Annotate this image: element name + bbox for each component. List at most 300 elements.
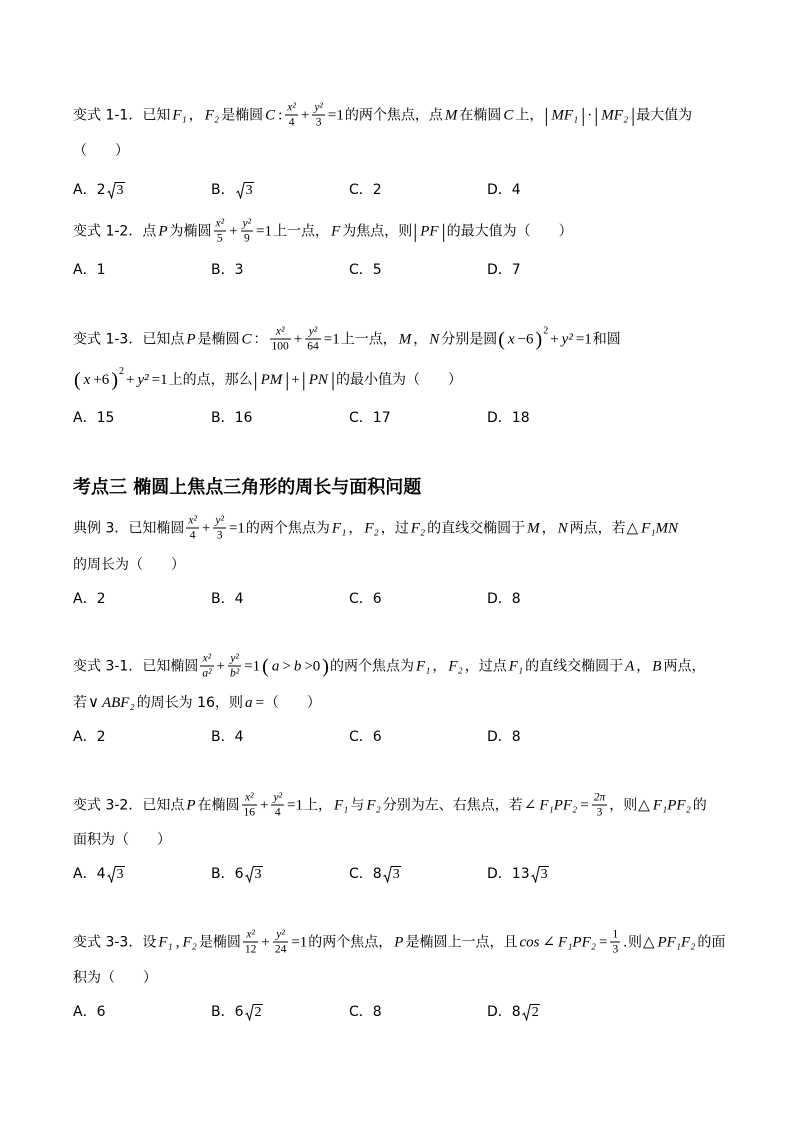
math-variable: P bbox=[186, 797, 196, 813]
text-run: 2 bbox=[96, 729, 106, 745]
math-variable: PM bbox=[260, 372, 283, 388]
fraction-numerator: y² bbox=[242, 217, 252, 230]
fraction-numerator: 2π bbox=[593, 791, 606, 804]
option-label: A． bbox=[73, 1004, 97, 1020]
fraction bbox=[312, 102, 325, 129]
option-label: B． bbox=[211, 410, 235, 426]
option-label: D． bbox=[487, 262, 512, 278]
math-variable: M bbox=[527, 520, 540, 536]
text-run: ， bbox=[636, 658, 651, 674]
option-a bbox=[73, 589, 106, 609]
option-c bbox=[349, 408, 391, 428]
math-delimiter: | bbox=[285, 369, 290, 391]
fraction bbox=[273, 929, 289, 956]
problem-stem-line bbox=[73, 218, 573, 245]
text-run: 6 bbox=[234, 866, 244, 882]
text-run: 典例 3．已知椭圆 bbox=[73, 520, 185, 536]
radicand: 2 bbox=[531, 1004, 539, 1020]
math-variable: x bbox=[83, 372, 91, 388]
text-run: 的两个焦点为 bbox=[329, 658, 414, 674]
radicand: 3 bbox=[245, 182, 253, 198]
text-run: ： bbox=[253, 331, 268, 347]
math-variable: P bbox=[394, 934, 404, 950]
math-variable: F₁ bbox=[172, 107, 187, 123]
text-run: 2 bbox=[96, 182, 106, 198]
fraction-denominator: 100 bbox=[271, 340, 289, 353]
math-symbol: + bbox=[201, 520, 211, 536]
radical-sign bbox=[383, 866, 392, 883]
option-value bbox=[235, 182, 254, 199]
text-run: 上一点， bbox=[273, 223, 330, 239]
fraction-numerator: x² bbox=[287, 101, 296, 114]
fraction-denominator: 4 bbox=[274, 806, 281, 819]
option-d bbox=[487, 180, 521, 200]
math-variable: x bbox=[507, 331, 515, 347]
option-value bbox=[235, 260, 244, 280]
fraction bbox=[214, 218, 227, 245]
fraction-denominator: a² bbox=[202, 667, 212, 680]
option-c bbox=[349, 864, 401, 884]
fraction-denominator: 24 bbox=[274, 943, 287, 956]
radical-sign bbox=[245, 866, 254, 883]
math-delimiter: | bbox=[594, 104, 599, 126]
option-label: C． bbox=[349, 591, 373, 607]
fraction bbox=[241, 218, 254, 245]
math-symbol: =1 bbox=[291, 934, 308, 950]
math-symbol: + bbox=[291, 372, 300, 388]
text-run: 的两个焦点为 bbox=[245, 520, 330, 536]
math-delimiter: | bbox=[544, 104, 549, 126]
text-run: ， bbox=[413, 331, 428, 347]
fraction-denominator: 3 bbox=[216, 529, 223, 542]
math-symbol: = bbox=[598, 934, 608, 950]
text-run: 2 bbox=[96, 591, 106, 607]
fraction-denominator: 9 bbox=[243, 232, 250, 245]
option-label: B． bbox=[211, 591, 235, 607]
fraction bbox=[213, 515, 226, 542]
option-a bbox=[73, 180, 125, 200]
text-run: 是椭圆 bbox=[197, 331, 240, 347]
option-label: D． bbox=[487, 1004, 512, 1020]
math-variable: F₂ bbox=[410, 520, 426, 536]
option-value bbox=[97, 1002, 106, 1022]
math-delimiter: ( bbox=[262, 655, 269, 677]
option-c bbox=[349, 589, 382, 609]
text-run: 分别为左、右焦点，若 bbox=[382, 797, 523, 813]
math-symbol: · bbox=[587, 107, 593, 123]
math-symbol: + bbox=[125, 372, 135, 388]
text-run: 上的点，那么 bbox=[168, 372, 253, 388]
option-value bbox=[373, 408, 391, 428]
option-label: B． bbox=[211, 1004, 235, 1020]
math-variable: F₂ bbox=[366, 797, 381, 813]
option-label: D． bbox=[487, 591, 512, 607]
math-symbol: + bbox=[300, 107, 310, 123]
text-run: 上， bbox=[515, 107, 544, 123]
option-d bbox=[487, 864, 549, 884]
math-variable: MF₂ bbox=[601, 107, 629, 123]
text-run: 2 bbox=[372, 182, 382, 198]
superscript: 2 bbox=[118, 366, 124, 377]
text-run: 6 bbox=[234, 1004, 244, 1020]
math-symbol: > bbox=[282, 658, 291, 674]
option-a bbox=[73, 1002, 106, 1022]
problem-stem-line bbox=[73, 366, 462, 391]
math-symbol: = bbox=[255, 695, 264, 711]
text-run: 变式 1-2．点 bbox=[73, 223, 157, 239]
math-variable: F bbox=[331, 223, 341, 239]
square-root bbox=[522, 1004, 540, 1021]
text-run: （ ） bbox=[73, 143, 129, 159]
math-variable: F₁ bbox=[331, 520, 347, 536]
math-variable: P bbox=[158, 223, 168, 239]
math-symbol: ∠ bbox=[542, 934, 556, 950]
math-variable: PF₁F₂ bbox=[657, 934, 696, 950]
text-run: 变式 1-3．已知点 bbox=[73, 331, 185, 347]
option-label: D． bbox=[487, 866, 512, 882]
math-symbol: △ bbox=[638, 797, 650, 813]
fraction-denominator: 5 bbox=[216, 232, 223, 245]
text-run: 8 bbox=[511, 591, 521, 607]
text-run: 与 bbox=[350, 797, 365, 813]
problem-stem-line bbox=[73, 830, 171, 850]
math-variable: F₁PF₂ bbox=[652, 797, 691, 813]
option-label: D． bbox=[487, 410, 512, 426]
fraction-denominator: 16 bbox=[243, 806, 255, 819]
fraction bbox=[610, 929, 620, 956]
fraction bbox=[228, 653, 241, 680]
text-run: 的周长为（ ） bbox=[73, 557, 185, 573]
text-run: 6 bbox=[372, 729, 382, 745]
option-label: D． bbox=[487, 729, 512, 745]
radicand: 2 bbox=[254, 1004, 262, 1020]
radical-sign bbox=[522, 1004, 531, 1021]
math-delimiter: ( bbox=[498, 328, 505, 350]
math-delimiter: | bbox=[330, 369, 335, 391]
math-symbol: =1 bbox=[323, 331, 340, 347]
option-value bbox=[373, 727, 382, 747]
text-run: 的周长为 16，则 bbox=[136, 695, 243, 711]
text-run: 6 bbox=[372, 591, 382, 607]
text-run: 面积为（ ） bbox=[73, 832, 171, 848]
text-run: 最大值为 bbox=[636, 107, 693, 123]
math-variable: A bbox=[625, 658, 635, 674]
fraction-numerator: x² bbox=[200, 653, 213, 667]
fraction bbox=[200, 653, 213, 680]
text-run: 4 bbox=[511, 182, 521, 198]
option-c bbox=[349, 260, 382, 280]
text-run: 变式 1-1．已知 bbox=[73, 107, 171, 123]
fraction-numerator: x² bbox=[243, 929, 259, 943]
radical-sign bbox=[531, 866, 540, 883]
math-symbol: =1 bbox=[228, 520, 245, 536]
text-run: 两点， bbox=[663, 658, 706, 674]
math-delimiter: ( bbox=[74, 369, 81, 391]
option-value bbox=[235, 727, 244, 747]
radical-sign bbox=[245, 1004, 254, 1021]
text-run: ，则 bbox=[609, 797, 638, 813]
option-b bbox=[211, 408, 252, 428]
math-variable: B bbox=[652, 658, 662, 674]
option-a bbox=[73, 260, 106, 280]
math-symbol: +6 bbox=[93, 372, 110, 388]
math-variable: F₂ bbox=[448, 658, 463, 674]
square-root bbox=[236, 182, 254, 199]
math-symbol: : bbox=[278, 107, 283, 123]
option-label: C． bbox=[349, 1004, 373, 1020]
square-root bbox=[531, 866, 549, 883]
option-value bbox=[97, 408, 115, 428]
text-run: 则 bbox=[627, 934, 642, 950]
text-run: 和圆 bbox=[592, 331, 621, 347]
option-a bbox=[73, 727, 106, 747]
text-run: 8 bbox=[372, 1004, 382, 1020]
option-label: C． bbox=[349, 729, 373, 745]
option-a bbox=[73, 408, 114, 428]
math-variable: P bbox=[186, 331, 196, 347]
text-run: 的 bbox=[692, 797, 707, 813]
text-run: 4 bbox=[96, 866, 106, 882]
option-label: A． bbox=[73, 410, 97, 426]
fraction-numerator: x² bbox=[242, 792, 258, 806]
option-value bbox=[235, 589, 244, 609]
option-b bbox=[211, 864, 263, 884]
fraction bbox=[305, 326, 321, 353]
option-value bbox=[512, 589, 521, 609]
math-variable: MF₁ bbox=[551, 107, 579, 123]
math-symbol: + bbox=[261, 934, 270, 950]
text-run: 的直线交椭圆于 bbox=[525, 658, 624, 674]
fraction-numerator: x² bbox=[188, 514, 197, 527]
math-variable: a bbox=[271, 658, 280, 674]
fraction-numerator: y² bbox=[273, 929, 289, 943]
option-b bbox=[211, 727, 244, 747]
fraction-numerator: y² bbox=[228, 653, 241, 667]
text-run: 的两个焦点， bbox=[308, 934, 393, 950]
option-c bbox=[349, 1002, 382, 1022]
text-run: ， bbox=[348, 520, 363, 536]
option-label: C． bbox=[349, 866, 373, 882]
math-variable: M bbox=[398, 331, 412, 347]
text-run: 1 bbox=[96, 262, 106, 278]
math-symbol: =1 bbox=[287, 797, 303, 813]
text-run: 上一点， bbox=[340, 331, 397, 347]
fraction bbox=[270, 326, 291, 353]
problem-stem-line bbox=[73, 102, 692, 129]
option-value bbox=[512, 864, 549, 884]
fraction bbox=[285, 102, 298, 129]
math-symbol: △ bbox=[626, 520, 639, 536]
square-root bbox=[245, 1004, 263, 1021]
fraction-denominator: 4 bbox=[189, 529, 196, 542]
text-run: 积为（ ） bbox=[73, 970, 157, 986]
fraction-numerator: x² bbox=[270, 326, 291, 340]
option-label: A． bbox=[73, 729, 97, 745]
option-label: B． bbox=[211, 866, 235, 882]
option-b bbox=[211, 260, 244, 280]
option-value bbox=[373, 180, 382, 200]
math-symbol: + bbox=[229, 223, 238, 239]
text-run: 5 bbox=[372, 262, 382, 278]
text-run: 在椭圆 bbox=[459, 107, 502, 123]
section-heading: 考点三 椭圆上焦点三角形的周长与面积问题 bbox=[73, 477, 422, 498]
math-variable: y² bbox=[561, 331, 573, 347]
text-run: 是椭圆上一点，且 bbox=[405, 934, 518, 950]
option-value bbox=[235, 1002, 263, 1022]
radicand: 3 bbox=[254, 866, 262, 882]
option-c bbox=[349, 727, 382, 747]
math-symbol: ∨ bbox=[88, 695, 99, 711]
text-run: 7 bbox=[511, 262, 521, 278]
math-symbol: △ bbox=[642, 934, 655, 950]
math-variable: F₁PF₂ bbox=[558, 934, 596, 950]
math-symbol: = bbox=[580, 797, 589, 813]
text-run: 变式 3-2．已知点 bbox=[73, 797, 185, 813]
problem-stem-line bbox=[73, 515, 680, 542]
math-symbol: =1 bbox=[244, 658, 261, 674]
problem-stem-line bbox=[73, 141, 129, 161]
text-run: 变式 3-3．设 bbox=[73, 934, 157, 950]
math-symbol: >0 bbox=[304, 658, 321, 674]
math-symbol: , bbox=[175, 934, 180, 950]
text-run: 的面 bbox=[697, 934, 726, 950]
math-variable: C bbox=[241, 331, 252, 347]
math-symbol: + bbox=[550, 331, 559, 347]
math-delimiter: | bbox=[301, 369, 306, 391]
option-value bbox=[235, 408, 253, 428]
math-variable: M bbox=[444, 107, 458, 123]
square-root bbox=[245, 866, 263, 883]
option-label: A． bbox=[73, 182, 97, 198]
fraction bbox=[592, 792, 608, 819]
text-run: 13 bbox=[511, 866, 530, 882]
option-c bbox=[349, 180, 382, 200]
option-label: A． bbox=[73, 591, 97, 607]
fraction-denominator: 64 bbox=[307, 340, 319, 353]
text-run: 两点，若 bbox=[569, 520, 626, 536]
math-variable: F₂ bbox=[364, 520, 379, 536]
math-symbol: + bbox=[260, 797, 269, 813]
radicand: 3 bbox=[392, 866, 400, 882]
math-symbol: =1 bbox=[256, 223, 273, 239]
text-run: 4 bbox=[234, 591, 244, 607]
option-d bbox=[487, 589, 521, 609]
text-run: 是椭圆 bbox=[198, 934, 241, 950]
problem-stem-line bbox=[73, 326, 621, 353]
math-variable: F₁PF₂ bbox=[539, 797, 578, 813]
math-variable: F₁ bbox=[415, 658, 431, 674]
math-variable: C bbox=[503, 107, 514, 123]
math-variable: F₂ bbox=[204, 107, 220, 123]
math-delimiter: ) bbox=[535, 328, 543, 350]
text-run: 8 bbox=[372, 866, 382, 882]
fraction-numerator: y² bbox=[273, 791, 283, 804]
radicand: 3 bbox=[116, 182, 124, 198]
fraction bbox=[243, 929, 259, 956]
problem-stem-line bbox=[73, 792, 707, 819]
option-value bbox=[512, 408, 530, 428]
math-variable: N bbox=[429, 331, 440, 347]
option-label: A． bbox=[73, 866, 97, 882]
text-run: 上， bbox=[304, 797, 332, 813]
option-value bbox=[373, 589, 382, 609]
math-symbol: + bbox=[216, 658, 225, 674]
text-run: 17 bbox=[372, 410, 391, 426]
math-variable: b bbox=[293, 658, 302, 674]
text-run: 3 bbox=[234, 262, 244, 278]
fraction-numerator: 1 bbox=[612, 928, 619, 941]
fraction bbox=[186, 515, 199, 542]
math-variable: cos bbox=[519, 934, 540, 950]
fraction-numerator: y² bbox=[305, 326, 321, 340]
option-value bbox=[235, 864, 263, 884]
text-run: ， bbox=[432, 658, 447, 674]
option-d bbox=[487, 260, 521, 280]
problem-stem-line bbox=[73, 653, 705, 680]
fraction-denominator: 3 bbox=[596, 806, 603, 819]
math-delimiter: | bbox=[631, 104, 636, 126]
math-symbol: −6 bbox=[517, 331, 534, 347]
problem-stem-line bbox=[73, 693, 321, 713]
math-delimiter: | bbox=[581, 104, 586, 126]
math-variable: PF bbox=[420, 223, 439, 239]
option-value bbox=[97, 589, 106, 609]
text-run: ，过 bbox=[380, 520, 409, 536]
math-variable: F₂ bbox=[182, 934, 197, 950]
problem-stem-line bbox=[73, 929, 725, 956]
option-label: C． bbox=[349, 410, 373, 426]
radical-sign bbox=[107, 182, 116, 199]
option-value bbox=[512, 260, 521, 280]
math-variable: PN bbox=[308, 372, 328, 388]
option-value bbox=[97, 180, 125, 200]
option-value bbox=[373, 1002, 382, 1022]
option-a bbox=[73, 864, 125, 884]
option-label: C． bbox=[349, 182, 373, 198]
option-label: B． bbox=[211, 729, 235, 745]
text-run: ， bbox=[188, 107, 203, 123]
fraction bbox=[242, 792, 258, 819]
radical-sign bbox=[107, 866, 116, 883]
text-run: 的最小值为（ ） bbox=[335, 372, 462, 388]
option-value bbox=[97, 727, 106, 747]
text-run: ，过点 bbox=[464, 658, 507, 674]
text-run: 在椭圆 bbox=[197, 797, 240, 813]
option-value bbox=[512, 180, 521, 200]
text-run: 分别是圆 bbox=[441, 331, 498, 347]
problem-stem-line bbox=[73, 555, 185, 575]
superscript: 2 bbox=[543, 325, 549, 336]
fraction-numerator: y² bbox=[314, 101, 323, 114]
math-symbol: =1 bbox=[151, 372, 168, 388]
math-delimiter: ) bbox=[322, 655, 329, 677]
math-symbol: =1 bbox=[575, 331, 592, 347]
option-value bbox=[373, 260, 382, 280]
text-run: 8 bbox=[511, 729, 521, 745]
option-b bbox=[211, 1002, 263, 1022]
radicand: 3 bbox=[540, 866, 548, 882]
option-d bbox=[487, 408, 530, 428]
radical-sign bbox=[236, 182, 245, 199]
option-label: D． bbox=[487, 182, 512, 198]
option-value bbox=[373, 864, 401, 884]
math-variable: C bbox=[265, 107, 276, 123]
text-run: 为椭圆 bbox=[169, 223, 212, 239]
math-variable: y² bbox=[137, 372, 149, 388]
math-symbol: . bbox=[623, 934, 627, 950]
option-value bbox=[97, 260, 106, 280]
fraction-numerator: x² bbox=[215, 217, 225, 230]
